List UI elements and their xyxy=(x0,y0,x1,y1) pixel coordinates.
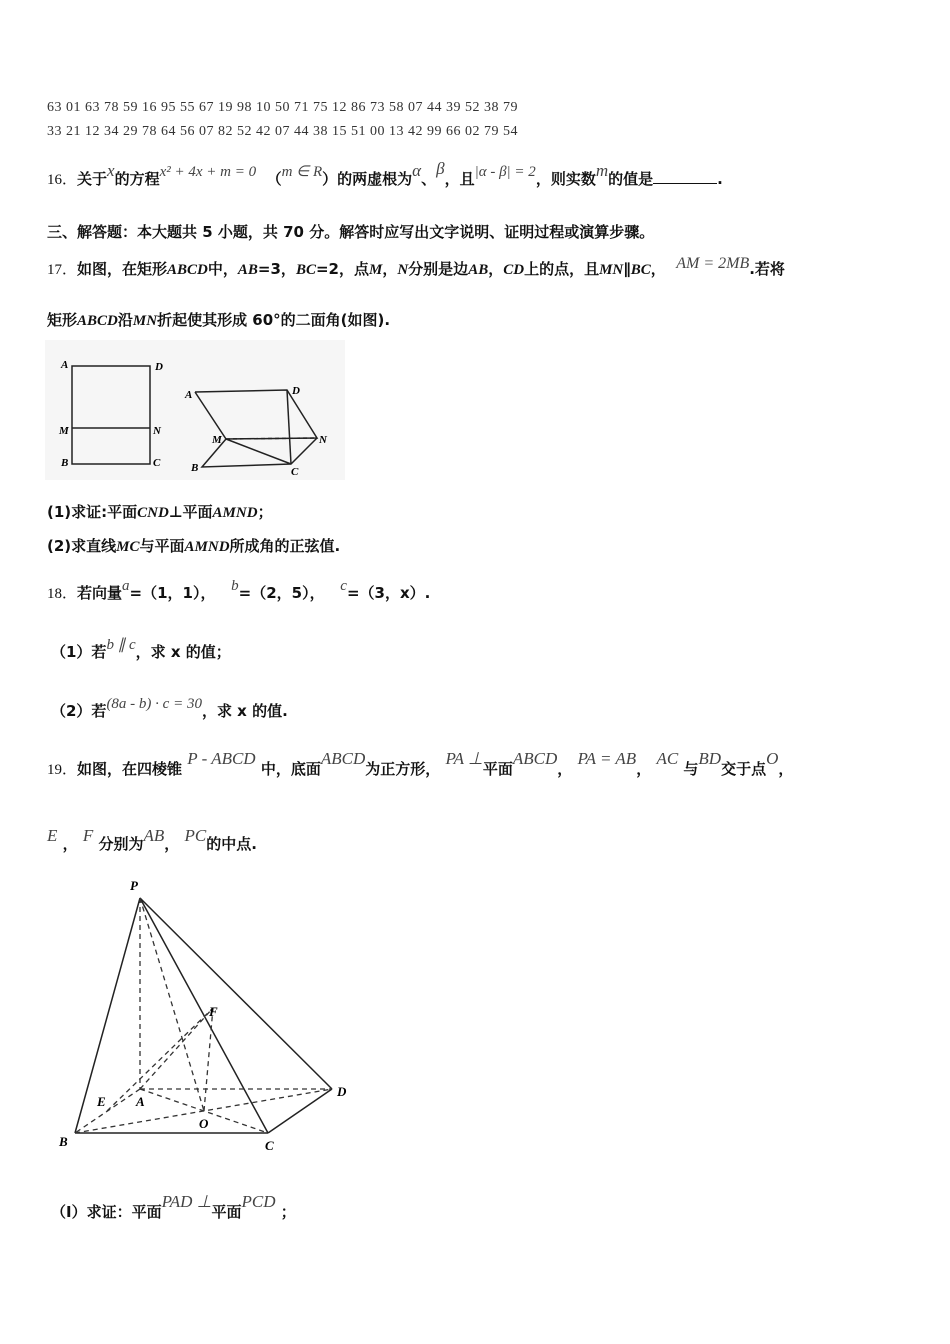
question-19-part-1: （Ⅰ）求证：平面PAD ⊥平面PCD ； xyxy=(51,1192,296,1221)
label-O: O xyxy=(199,1116,209,1131)
label-A: A xyxy=(136,1094,145,1109)
section-3-heading: 三、解答题：本大题共 5 小题，共 70 分。解答时应写出文字说明、证明过程或演算步骤。 xyxy=(47,223,655,241)
label-B: B xyxy=(59,1134,68,1149)
label-B-flat: B xyxy=(61,457,69,469)
question-18-part-1: （1）若b ∥ c，求 x 的值； xyxy=(51,637,231,661)
label-C-flat: C xyxy=(153,457,161,469)
figure-19-pyramid xyxy=(45,870,365,1160)
question-18: 18．若向量a=（1，1）， b=（2，5）， c=（3，x）. xyxy=(47,578,431,602)
label-C: C xyxy=(265,1138,274,1153)
label-N-folded: N xyxy=(319,434,327,446)
question-16: 16．关于x的方程x² + 4x + m = 0 （m ∈ R）的两虚根为α、β，且|α - β| = 2，则实数m的值是 . xyxy=(47,159,723,188)
figure-17-folded-rectangle xyxy=(45,340,345,480)
edge-cd xyxy=(268,1089,332,1133)
label-B-folded: B xyxy=(191,462,199,474)
question-19-line-1: 19．如图，在四棱锥 P - ABCD 中，底面ABCD为正方形， PA ⊥平面ABCD， PA = AB， AC 与BD交于点O， xyxy=(47,749,794,778)
question-17-part-2: (2)求直线MC与平面AMND所成角的正弦值. xyxy=(47,537,341,555)
question-18-part-2: （2）若(8a - b) · c = 30，求 x 的值. xyxy=(51,696,288,720)
label-P: P xyxy=(130,878,138,893)
question-17-line-2: 矩形ABCD沿MN折起使其形成 60°的二面角(如图). xyxy=(47,311,391,329)
label-A-flat: A xyxy=(61,359,69,371)
question-17-line-1: 17．如图，在矩形ABCD中，AB=3，BC=2，点M，N分别是边AB，CD上的点，且MN∥BC， AM = 2MB.若将 xyxy=(47,255,785,278)
label-D-folded: D xyxy=(292,385,300,397)
label-M-folded: M xyxy=(212,434,222,446)
question-17-part-1: (1)求证:平面CND⊥平面AMND； xyxy=(47,503,273,521)
label-E: E xyxy=(97,1094,106,1109)
question-19-line-2: E ， F 分别为AB， PC的中点. xyxy=(47,826,257,853)
random-table-row-2: 33 21 12 34 29 78 64 56 07 82 52 42 07 44 38 15 51 00 13 42 99 66 02 79 54 xyxy=(47,124,518,139)
label-D-flat: D xyxy=(155,361,163,373)
label-M-flat: M xyxy=(59,425,69,437)
label-D: D xyxy=(337,1084,347,1099)
label-A-folded: A xyxy=(185,389,193,401)
random-table-row-1: 63 01 63 78 59 16 95 55 67 19 98 10 50 71 75 12 86 73 58 07 44 39 52 38 79 xyxy=(47,100,518,115)
label-F: F xyxy=(209,1004,218,1019)
answer-blank xyxy=(653,169,717,184)
label-N-flat: N xyxy=(153,425,161,437)
edge-pb xyxy=(75,898,140,1133)
label-C-folded: C xyxy=(291,466,299,478)
edge-pc xyxy=(140,898,268,1133)
